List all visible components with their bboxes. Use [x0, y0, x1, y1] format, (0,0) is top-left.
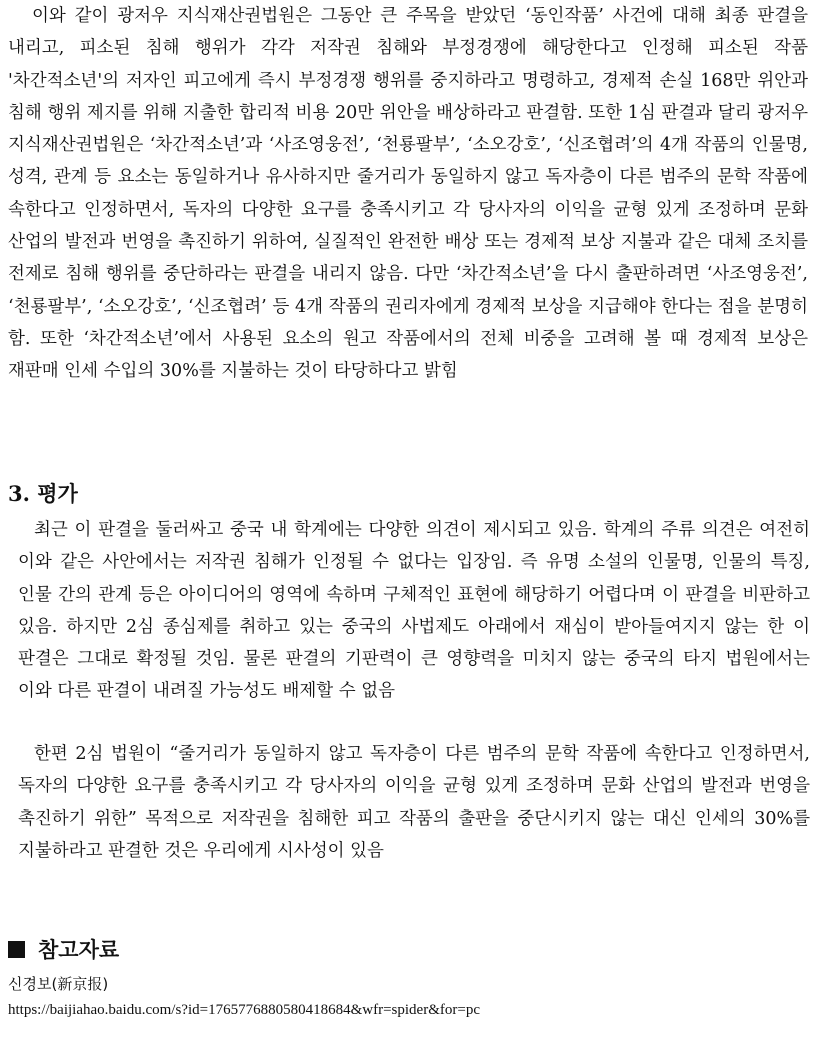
evaluation-paragraph-2: 한편 2심 법원이 “줄거리가 동일하지 않고 독자층이 다른 범주의 문학 작품에 속한다고 인정하면서, 독자의 다양한 요구를 충족시키고 각 당사자의 이익을 균형 있게 조정하며 문화 산업의 발전과 번영을 촉진하기 위한” 목적으로 저작권을 침해한 피고 작품의 출판을 중단시키지 않는 대신 인세의 30%를 지불하라고 판결한 것은 우리에게 시사성이 있음	[18, 744, 810, 861]
section-heading-evaluation: 3. 평가	[8, 481, 78, 506]
evaluation-paragraph-1: 최근 이 판결을 둘러싸고 중국 내 학계에는 다양한 의견이 제시되고 있음. 학계의 주류 의견은 여전히 이와 같은 사안에서는 저작권 침해가 인정될 수 없다는 입장임. 즉 유명 소설의 인물명, 인물의 특징, 인물 간의 관계 등은 아이디어의 영역에 속하며 구체적인 표현에 해당하기 어렵다며 이 판결을 비판하고 있음. 하지만 2심 종심제를 취하고 있는 중국의 사법제도 아래에서 재심이 받아들여지지 않는 한 이 판결은 그대로 확정될 것임. 물론 판결의 기판력이 큰 영향력을 미치지 않는 중국의 타지 법원에서는 이와 다른 판결이 내려질 가능성도 배제할 수 없음	[18, 520, 810, 702]
references-heading-label: 참고자료	[38, 937, 120, 962]
reference-url[interactable]: https://baijiahao.baidu.com/s?id=1765776880580418684&wfr=spider&for=pc	[8, 1002, 480, 1018]
black-square-icon	[8, 941, 25, 958]
reference-source: 신경보(新京报)	[8, 975, 109, 993]
intro-paragraph: 이와 같이 광저우 지식재산권법원은 그동안 큰 주목을 받았던 ‘동인작품’ 사건에 대해 최종 판결을 내리고, 피소된 침해 행위가 각각 저작권 침해와 부정경쟁에 해당한다고 인정해 피소된 작품 '차간적소년'의 저자인 피고에게 즉시 부정경쟁 행위를 중지하라고 명령하고, 경제적 손실 168만 위안과 침해 행위 제지를 위해 지출한 합리적 비용 20만 위안을 배상하라고 판결함. 또한 1심 판결과 달리 광저우 지식재산권법원은 ‘차간적소년’과 ‘사조영웅전’, ‘천룡팔부’, ‘소오강호’, ‘신조협려’의 4개 작품의 인물명, 성격, 관계 등 요소는 동일하거나 유사하지만 줄거리가 동일하지 않고 독자층이 다른 범주의 문학 작품에 속한다고 인정하면서, 독자의 다양한 요구를 충족시키고 각 당사자의 이익을 균형 있게 조정하며 문화 산업의 발전과 번영을 촉진하기 위하여, 실질적인 완전한 배상 또는 경제적 보상 지불과 같은 대체 조치를 전제로 침해 행위를 중단하라는 판결을 내리지 않음. 다만 ‘차간적소년’을 다시 출판하려면 ‘사조영웅전’, ‘천룡팔부’, ‘소오강호’, ‘신조협려’ 등 4개 작품의 권리자에게 경제적 보상을 지급해야 한다는 점을 분명히 함. 또한 ‘차간적소년’에서 사용된 요소의 원고 작품에서의 전체 비중을 고려해 볼 때 경제적 보상은 재판매 인세 수입의 30%를 지불하는 것이 타당하다고 밝힘	[8, 6, 808, 382]
references-heading	[8, 934, 119, 964]
